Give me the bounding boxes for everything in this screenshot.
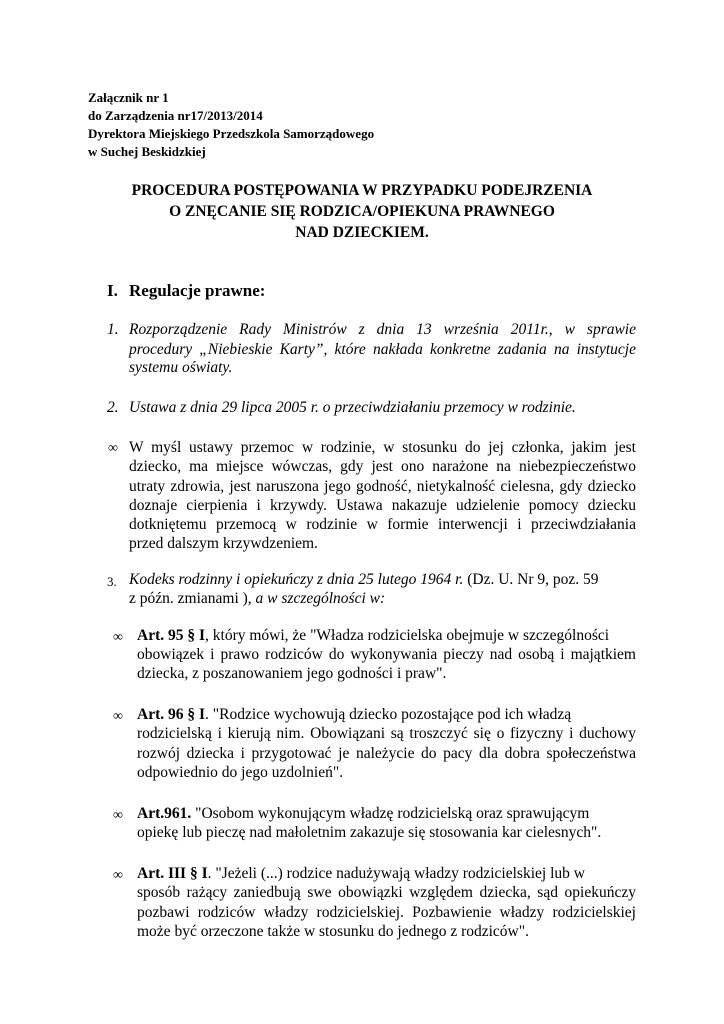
code-scope: a w szczególności w: [255, 590, 386, 607]
paragraph-line: doznaje cierpienia i krzywdy. Ustawa nakazuje udzielenie pomocy dziecku [129, 497, 636, 514]
infinity-bullet-icon: ∞ [113, 868, 123, 883]
article-reference: Art. 95 § I [137, 627, 206, 644]
paragraph-line: Ustawa z dnia 29 lipca 2005 r. o przeciwdziałaniu przemocy w rodzinie. [129, 399, 576, 416]
paragraph-line: może być orzeczone także w stosunku do jednego z rodziców". [137, 923, 529, 940]
infinity-bullet-icon: ∞ [113, 630, 123, 645]
paragraph-line: W myśl ustawy przemoc w rodzinie, w stosunku do jej członka, jakim jest [129, 439, 636, 456]
code-title: Kodeks rodzinny i opiekuńczy z dnia 25 lutego 1964 r. [129, 571, 464, 588]
paragraph-line [129, 570, 599, 590]
article-reference: Art. 96 § I [137, 706, 206, 723]
paragraph-line [129, 589, 385, 609]
code-citation: (Dz. U. Nr 9, poz. 59 [467, 571, 599, 588]
paragraph-line: przed dalszym krzywdzeniem. [129, 535, 318, 552]
list-number: 3. [107, 574, 117, 589]
paragraph-line: pozbawi rodziców władzy rodzicielskiej. Pozbawienie władzy rodzicielskiej [137, 904, 636, 921]
paragraph-line: obowiązek i prawo rodziców do wykonywania pieczy nad osobą i majątkiem [137, 646, 636, 663]
paragraph-line: opiekę lub pieczę nad małoletnim zakazuje się stosowania kar cielesnych". [137, 824, 602, 841]
section-number: I. [107, 281, 118, 300]
article-text: , który mówi, że "Władza rodzicielska obejmuje w szczególności [205, 627, 610, 644]
article-text: . "Jeżeli (...) rodzice nadużywają władzy rodzicielskiej lub w [207, 865, 585, 882]
paragraph-line: systemu oświaty. [129, 359, 233, 376]
annex-header-line: w Suchej Beskidzkiej [88, 144, 206, 159]
article-text: . "Rodzice wychowują dziecko pozostające pod ich władzą [205, 706, 572, 723]
article-reference: Art. III § I [137, 865, 208, 882]
infinity-bullet-icon: ∞ [113, 709, 123, 724]
paragraph-line: odpowiednio do jego uzdolnień". [137, 764, 344, 781]
paragraph-line [137, 626, 609, 646]
section-heading: Regulacje prawne: [129, 281, 266, 300]
paragraph-line: sposób rażący zaniedbują swe obowiązki względem dziecka, sąd opiekuńczy [137, 884, 636, 901]
list-number: 2. [107, 399, 119, 416]
paragraph-line: procedury „Niebieskie Karty”, które nakłada konkretne zadania na instytucje [129, 341, 636, 358]
list-number: 1. [107, 321, 119, 338]
paragraph-line: Rozporządzenie Rady Ministrów z dnia 13 września 2011r., w sprawie [129, 321, 636, 338]
paragraph-line [137, 804, 589, 824]
document-title-line: PROCEDURA POSTĘPOWANIA W PRZYPADKU PODEJRZENIA [131, 182, 593, 199]
document-title-line: O ZNĘCANIE SIĘ RODZICA/OPIEKUNA PRAWNEGO [169, 203, 555, 220]
infinity-bullet-icon: ∞ [113, 808, 123, 823]
paragraph-line [137, 864, 585, 884]
paragraph-line: rodzicielską i kierują nim. Obowiązani są troszczyć się o fizyczny i duchowy [137, 725, 636, 742]
article-text: "Osobom wykonującym władzę rodzicielską oraz sprawującym [195, 805, 590, 822]
annex-header-line: Załącznik nr 1 [88, 90, 169, 105]
paragraph-line: dziecko, ma miejsce wówczas, gdy jest ono narażone na niebezpieczeństwo [129, 458, 636, 475]
paragraph-line: dotkniętemu przemocą w rodzinie w formie interwencji i przeciwdziałania [129, 516, 636, 533]
document-title-line: NAD DZIECKIEM. [295, 224, 429, 241]
annex-header-line: do Zarządzenia nr17/2013/2014 [88, 108, 263, 123]
annex-header-line: Dyrektora Miejskiego Przedszkola Samorządowego [88, 126, 375, 141]
paragraph-line: rozwój dziecka i przygotować je należycie do pacy dla dobra społeczeństwa [137, 745, 636, 762]
paragraph-line [137, 705, 571, 725]
infinity-bullet-icon: ∞ [108, 441, 118, 456]
code-citation: z późn. zmianami ), [129, 590, 252, 607]
paragraph-line: dziecka, z poszanowaniem jego godności i praw". [137, 665, 447, 682]
article-reference: Art.961. [137, 805, 192, 822]
paragraph-line: utraty zdrowia, jest naruszona jego godność, nietykalność cielesna, gdy dziecko [129, 478, 636, 495]
